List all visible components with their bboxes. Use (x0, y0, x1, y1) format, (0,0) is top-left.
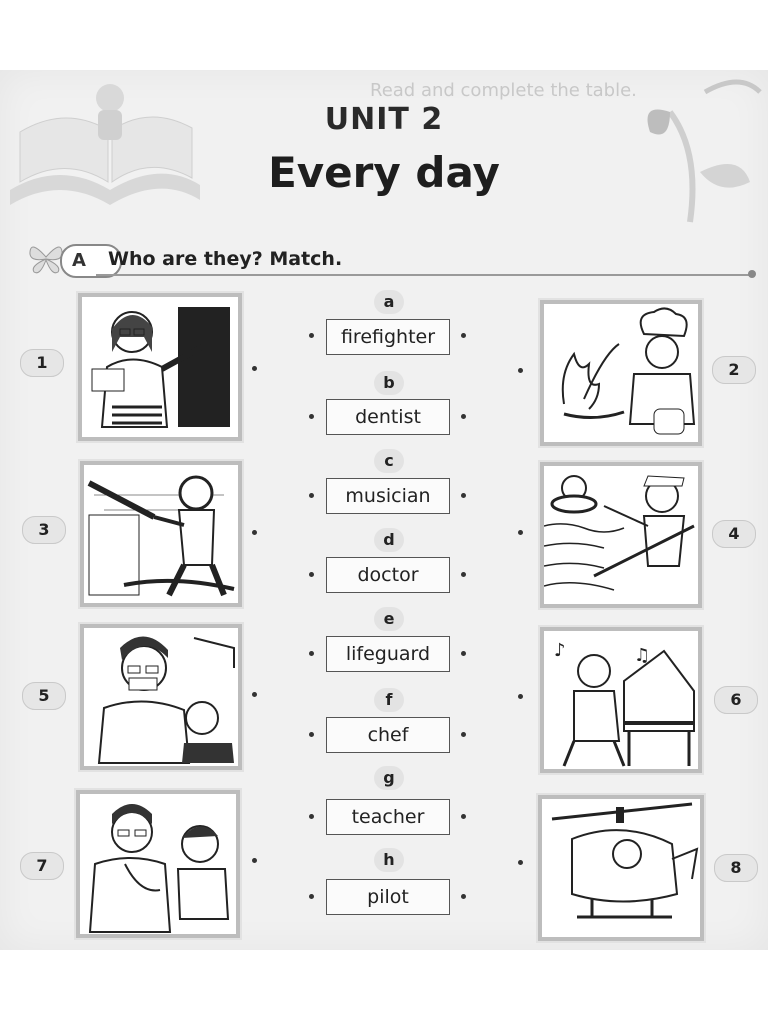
match-dot-picture-2[interactable] (518, 368, 523, 373)
word-dot-right-b[interactable] (461, 414, 466, 419)
doctor-picture-icon (80, 794, 236, 934)
picture-number-7: 7 (20, 852, 64, 880)
chef-picture-icon (544, 304, 698, 442)
teacher-picture-icon (82, 297, 238, 437)
match-dot-picture-5[interactable] (252, 692, 257, 697)
match-dot-picture-4[interactable] (518, 530, 523, 535)
word-letter-b: b (374, 371, 404, 395)
word-dot-right-e[interactable] (461, 651, 466, 656)
word-dot-left-e[interactable] (309, 651, 314, 656)
word-box-g: teacher (326, 799, 450, 835)
picture-number-8: 8 (714, 854, 758, 882)
page-title: Every day (268, 148, 500, 197)
match-dot-picture-3[interactable] (252, 530, 257, 535)
dentist-picture-icon (84, 628, 238, 766)
match-dot-picture-1[interactable] (252, 366, 257, 371)
picture-5-dentist (80, 624, 242, 770)
word-dot-right-a[interactable] (461, 333, 466, 338)
musician-picture-icon (544, 631, 698, 769)
picture-number-3: 3 (22, 516, 66, 544)
picture-4-lifeguard (540, 462, 702, 608)
picture-3-firefighter (80, 461, 242, 607)
word-letter-a: a (374, 290, 404, 314)
word-dot-left-a[interactable] (309, 333, 314, 338)
match-dot-picture-7[interactable] (252, 858, 257, 863)
word-box-c: musician (326, 478, 450, 514)
match-dot-picture-6[interactable] (518, 694, 523, 699)
picture-6-musician (540, 627, 702, 773)
word-dot-right-g[interactable] (461, 814, 466, 819)
picture-1-teacher (78, 293, 242, 441)
divider (96, 274, 750, 276)
word-letter-e: e (374, 607, 404, 631)
word-dot-right-h[interactable] (461, 894, 466, 899)
unit-label: UNIT 2 (324, 102, 444, 137)
word-dot-left-g[interactable] (309, 814, 314, 819)
word-letter-c: c (374, 449, 404, 473)
divider-dot (748, 270, 756, 278)
word-dot-left-f[interactable] (309, 732, 314, 737)
instruction-text: Who are they? Match. (108, 248, 343, 270)
picture-number-4: 4 (712, 520, 756, 548)
picture-number-6: 6 (714, 686, 758, 714)
word-box-h: pilot (326, 879, 450, 915)
word-dot-right-d[interactable] (461, 572, 466, 577)
match-dot-picture-8[interactable] (518, 860, 523, 865)
picture-number-5: 5 (22, 682, 66, 710)
svg-text:♪: ♪ (554, 640, 566, 661)
word-box-e: lifeguard (326, 636, 450, 672)
word-dot-right-f[interactable] (461, 732, 466, 737)
word-letter-d: d (374, 528, 404, 552)
word-dot-left-d[interactable] (309, 572, 314, 577)
word-box-f: chef (326, 717, 450, 753)
pilot-picture-icon (542, 799, 700, 937)
picture-number-2: 2 (712, 356, 756, 384)
lifeguard-picture-icon (544, 466, 698, 604)
section-header (26, 240, 756, 280)
word-letter-h: h (374, 848, 404, 872)
word-box-a: firefighter (326, 319, 450, 355)
svg-text:♫: ♫ (634, 645, 651, 666)
word-dot-right-c[interactable] (461, 493, 466, 498)
word-box-d: doctor (326, 557, 450, 593)
picture-7-doctor (76, 790, 240, 938)
word-box-b: dentist (326, 399, 450, 435)
faded-background-text: Read and complete the table. (370, 80, 637, 101)
word-dot-left-c[interactable] (309, 493, 314, 498)
picture-8-pilot (538, 795, 704, 941)
word-dot-left-b[interactable] (309, 414, 314, 419)
word-letter-f: f (374, 688, 404, 712)
picture-2-chef (540, 300, 702, 446)
picture-number-1: 1 (20, 349, 64, 377)
word-dot-left-h[interactable] (309, 894, 314, 899)
section-letter: A (60, 244, 122, 278)
word-letter-g: g (374, 766, 404, 790)
firefighter-picture-icon (84, 465, 238, 603)
